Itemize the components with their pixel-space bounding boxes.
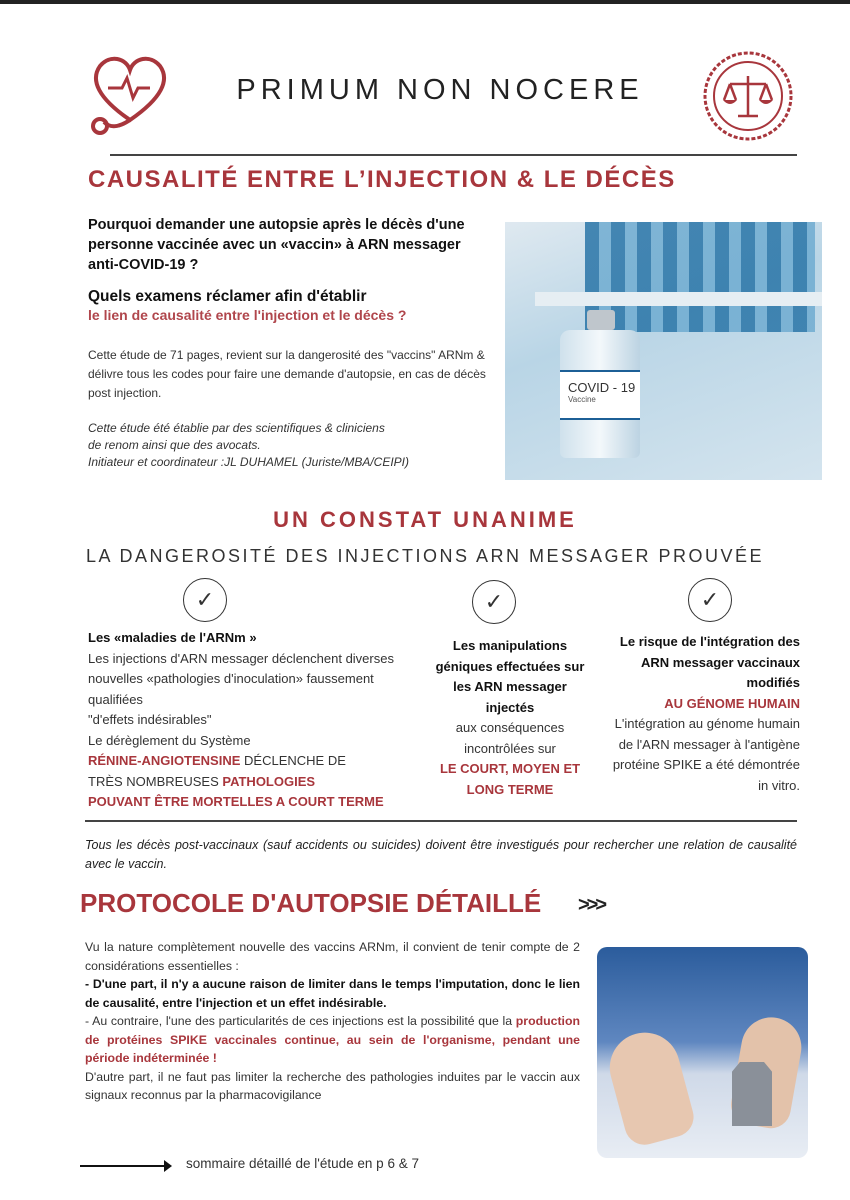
highlight-text: PATHOLOGIES: [222, 773, 316, 789]
arrow-right-icon: [80, 1165, 170, 1167]
investigation-note: Tous les décès post-vaccinaux (sauf accidents ou suicides) doivent être investigués pour rechercher une relation de causalité avec le vaccin.: [85, 838, 797, 871]
chevrons-right-icon: >>>: [578, 894, 605, 916]
divider: [85, 820, 797, 822]
column-genome-integration: [600, 632, 800, 796]
column-text: TRÈS NOMBREUSES: [88, 773, 223, 789]
body-text: Vu la nature complètement nouvelle des vaccins ARNm, il convient de tenir compte de 2 considérations essentielles :: [85, 940, 580, 973]
column-heading: Le risque de l'intégration des ARN messager vaccinaux modifiés: [619, 634, 800, 690]
authors-line: Cette étude été établie par des scientifiques & cliniciens: [88, 421, 385, 435]
study-authors: [88, 420, 498, 471]
top-bar: [0, 0, 850, 4]
column-text: "d'effets indésirables": [88, 712, 212, 727]
check-icon: ✓: [183, 578, 227, 622]
toe-tag: [732, 1062, 772, 1126]
study-description: Cette étude de 71 pages, revient sur la dangerosité des "vaccins" ARNm & délivre tous les codes pour faire une demande d'autopsie, en cas de décès post injection.: [88, 348, 486, 400]
column-genetic-manipulation: [430, 636, 590, 800]
test-tubes: [585, 222, 815, 332]
summary-reference: sommaire détaillé de l'étude en p 6 & 7: [186, 1156, 419, 1171]
question-exams-red: le lien de causalité entre l'injection et le décès ?: [88, 307, 407, 323]
highlight-text: production de protéines SPIKE vaccinales continue, au sein de l'organisme, pendant une période indéterminée !: [85, 1014, 580, 1065]
section-title-causality: CAUSALITÉ ENTRE L’INJECTION & LE DÉCÈS: [88, 166, 676, 193]
vaccine-vial-photo: [505, 222, 822, 480]
column-arnm-diseases: [88, 628, 418, 813]
highlight-text: LE COURT, MOYEN ET LONG TERME: [439, 761, 581, 797]
divider: [110, 154, 797, 156]
question-exams: Quels examens réclamer afin d'établir: [88, 288, 367, 305]
highlight-text: RÉNINE-ANGIOTENSINE: [88, 753, 241, 768]
check-icon: ✓: [688, 578, 732, 622]
authors-line: Initiateur et coordinateur :JL DUHAMEL (Juriste/MBA/CEIPI): [88, 455, 410, 469]
question-autopsy: Pourquoi demander une autopsie après le décès d'une personne vaccinée avec un «vaccin» à ARN messager anti-COVID-19 ?: [88, 217, 465, 273]
scales-of-justice-seal-icon: [702, 50, 794, 142]
column-heading: Les «maladies de l'ARNm »: [88, 630, 257, 645]
foot: [602, 1025, 698, 1149]
vial-cap: [587, 310, 615, 330]
body-point: - D'une part, il n'y a aucune raison de limiter dans le temps l'imputation, donc le lien de causalité, entre l'injection et un effet indésirable.: [85, 977, 580, 1010]
vial-body: [560, 330, 640, 458]
check-icon: ✓: [472, 580, 516, 624]
arrow-head: [164, 1160, 172, 1172]
column-text: DÉCLENCHE DE: [240, 753, 346, 768]
brand-title: PRIMUM NON NOCERE: [236, 74, 644, 106]
vial-sub-text: Vaccine: [568, 395, 596, 404]
section-subtitle: LA DANGEROSITÉ DES INJECTIONS ARN MESSAGER PROUVÉE: [85, 546, 765, 566]
column-text: aux conséquences incontrôlées sur: [455, 720, 565, 756]
protocol-body: [85, 938, 580, 1105]
vial-label: [560, 370, 640, 420]
highlight-text: POUVANT ÊTRE MORTELLES A COURT TERME: [88, 794, 384, 809]
column-text: Le dérèglement du Système: [88, 732, 251, 748]
section-title-consensus: UN CONSTAT UNANIME: [273, 507, 577, 532]
column-text: Les injections d'ARN messager déclenchent diverses nouvelles «pathologies d'inoculation» faussement qualifiées: [88, 650, 394, 707]
body-text: D'autre part, il ne faut pas limiter la recherche des pathologies induites par le vaccin aux signaux reconnus par la pharmacovigilance: [85, 1069, 580, 1102]
section-title-protocol: PROTOCOLE D'AUTOPSIE DÉTAILLÉ: [80, 888, 542, 918]
morgue-feet-photo: [597, 947, 808, 1158]
rack: [535, 292, 822, 306]
highlight-text: AU GÉNOME HUMAIN: [664, 695, 800, 711]
column-heading: Les manipulations géniques effectuées sur les ARN messager injectés: [435, 638, 585, 715]
body-text: - Au contraire, l'une des particularités de ces injections est la possibilité que la: [85, 1014, 516, 1028]
column-text: L'intégration au génome humain de l'ARN messager à l'antigène protéine SPIKE a été démontrée in vitro.: [612, 716, 800, 793]
authors-line: de renom ainsi que des avocats.: [88, 438, 261, 452]
vial-label-text: COVID - 19: [568, 380, 636, 395]
